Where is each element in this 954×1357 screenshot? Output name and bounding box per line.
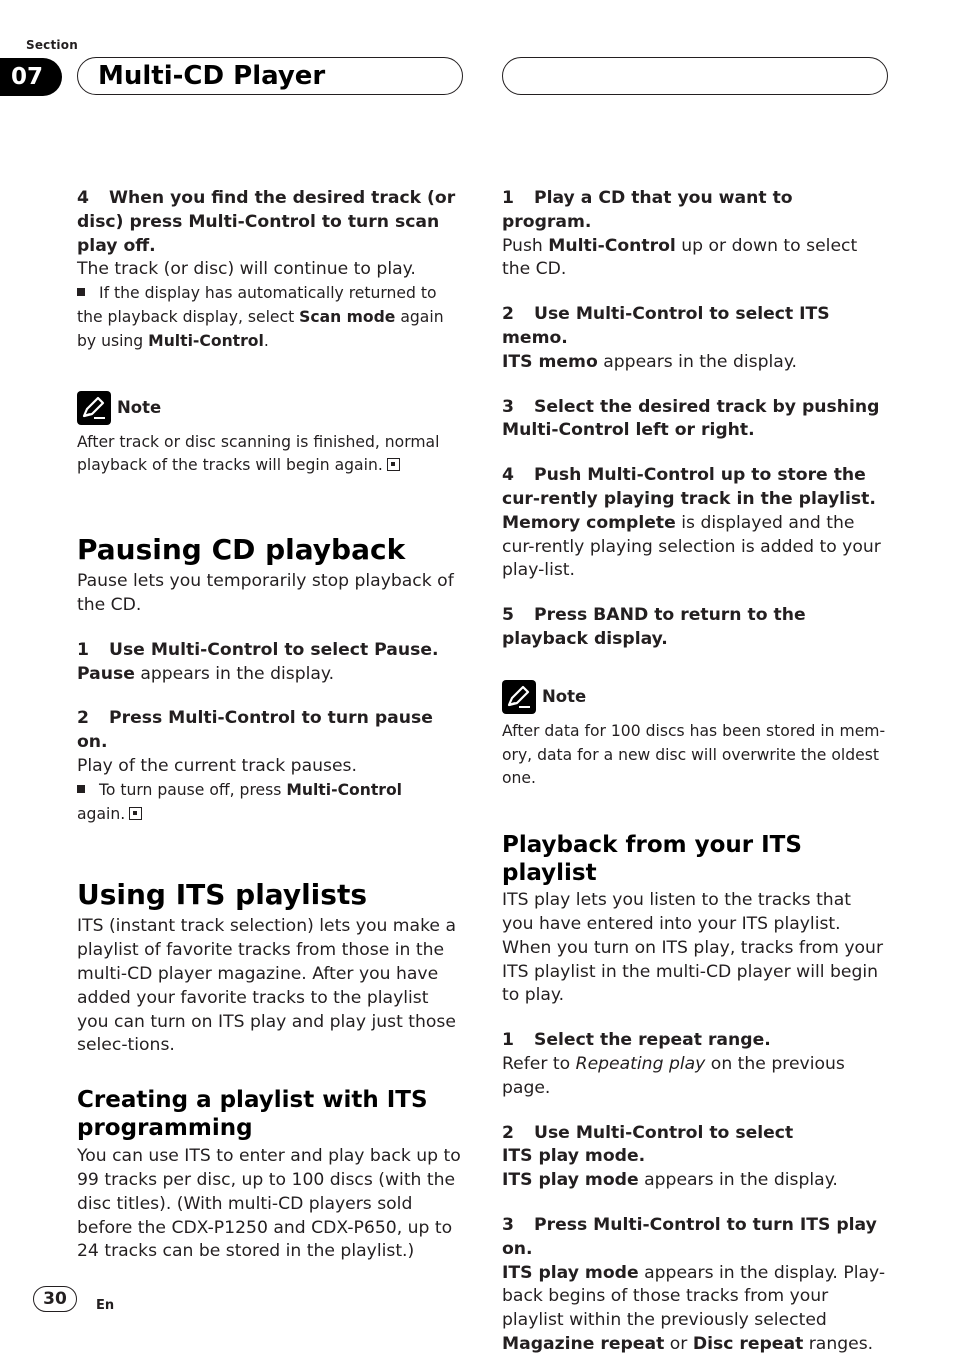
subsection-heading: Creating a playlist with ITS programming bbox=[77, 1087, 428, 1142]
bullet-item bbox=[77, 779, 462, 827]
step-heading bbox=[77, 707, 462, 755]
step-number: 2 bbox=[77, 708, 89, 729]
step-number: 4 bbox=[77, 188, 89, 208]
paragraph: You can use ITS to enter and play back up to 99 tracks per disc, up to 100 discs (with the disc titles). (With multi-CD players sold before the CDX-P1250 and CDX-P650, up to 24 tracks can be stored in the playlist.) bbox=[77, 1146, 461, 1262]
step-title: Press BAND to return to the playback display. bbox=[502, 605, 806, 649]
step-heading bbox=[77, 187, 462, 258]
step-heading bbox=[502, 1029, 887, 1053]
step-text-part: Push bbox=[502, 235, 549, 256]
bullet-text: To turn pause off, press bbox=[99, 780, 287, 799]
step-heading bbox=[502, 464, 887, 512]
step-title: Press Multi-Control to turn pause on. bbox=[77, 708, 433, 753]
step-text bbox=[502, 1169, 887, 1193]
step-text bbox=[502, 512, 887, 583]
step-title: Press Multi-Control to turn ITS play on. bbox=[502, 1214, 877, 1259]
step-number: 2 bbox=[502, 1122, 514, 1143]
section-label: Section bbox=[26, 38, 78, 52]
step-text-part: is displayed and the cur-rently playing selection is added to your play-list. bbox=[502, 512, 881, 581]
bullet-item bbox=[77, 282, 462, 353]
step-number: 1 bbox=[502, 1030, 514, 1051]
paragraph: ITS (instant track selection) lets you make a playlist of favorite tracks from those in the multi-CD player magazine. After you have added your favorite tracks to the playlist you can turn on ITS play and play just those selec-tions. bbox=[77, 916, 456, 1056]
section-heading: Using ITS playlists bbox=[77, 878, 367, 912]
step-text: The track (or disc) will continue to play. bbox=[77, 259, 416, 280]
step-title: Select the desired track by pushing Multi-Control left or right. bbox=[502, 396, 880, 441]
bullet-text: again by using bbox=[77, 307, 444, 350]
end-mark-icon bbox=[387, 458, 400, 471]
step-number: 3 bbox=[502, 1214, 514, 1235]
step-text-part: appears in the display. bbox=[134, 663, 335, 684]
subsection-heading: Playback from your ITS playlist bbox=[502, 832, 802, 887]
step-title: When you find the desired track (or disc) press Multi-Control to turn scan play off. bbox=[77, 188, 456, 256]
step-heading bbox=[502, 1214, 887, 1262]
step-number: 3 bbox=[502, 396, 514, 417]
step-title: Select the repeat range. bbox=[534, 1030, 771, 1051]
step-text bbox=[502, 351, 887, 375]
page-number: 30 bbox=[33, 1286, 77, 1312]
chapter-title: Multi-CD Player bbox=[98, 61, 326, 91]
step-text bbox=[502, 1262, 887, 1357]
step-text bbox=[77, 663, 462, 687]
step-text bbox=[502, 235, 887, 283]
bullet-bold: Multi-Control bbox=[286, 780, 403, 799]
note-text: After track or disc scanning is finished, normal playback of the tracks will begin again. bbox=[77, 432, 440, 475]
step-title: ITS play mode. bbox=[502, 1146, 646, 1167]
bullet-bold: Scan mode bbox=[299, 307, 396, 326]
bullet-text: . bbox=[263, 331, 269, 350]
bullet-text: If the display has automatically returned to the playback display, select bbox=[77, 284, 437, 326]
display-term: Pause bbox=[77, 663, 135, 684]
display-term: ITS memo bbox=[502, 351, 598, 372]
step-text-part: ranges. bbox=[803, 1333, 874, 1354]
step-heading bbox=[502, 604, 887, 652]
pencil-note-icon bbox=[502, 680, 536, 714]
step-text-part: appears in the display. Play-back begins of those tracks from your playlist within the previously selected bbox=[502, 1262, 886, 1331]
step-text-part: up or down to select the CD. bbox=[502, 235, 858, 280]
display-term: ITS play mode bbox=[502, 1170, 639, 1191]
step-text bbox=[502, 1053, 887, 1101]
step-number: 1 bbox=[502, 188, 514, 208]
display-term: Disc repeat bbox=[692, 1333, 804, 1354]
header-empty-frame bbox=[502, 57, 888, 95]
step-title: Push Multi-Control up to store the cur-rently playing track in the playlist. bbox=[502, 465, 876, 509]
note-header bbox=[502, 680, 887, 714]
step-text-part: appears in the display. bbox=[638, 1170, 838, 1191]
bullet-text: again. bbox=[77, 804, 126, 823]
note-text: After data for 100 discs has been stored in mem-ory, data for a new disc will overwrite the oldest one. bbox=[502, 721, 886, 788]
step-number: 2 bbox=[502, 304, 514, 325]
note-text-block bbox=[77, 431, 462, 479]
display-term: Multi-Control bbox=[548, 235, 676, 256]
step-heading bbox=[502, 1122, 887, 1170]
step-title: Use Multi-Control to select Pause. bbox=[109, 639, 439, 660]
step-text-part: or bbox=[664, 1333, 693, 1354]
step-text-part: on the previous page. bbox=[502, 1053, 845, 1098]
paragraph: ITS play lets you listen to the tracks that you have entered into your ITS playlist. When you turn on ITS play, tracks from your ITS playlist in the multi-CD player will begin to play. bbox=[502, 890, 884, 1006]
step-title: Use Multi-Control to select bbox=[534, 1122, 794, 1143]
section-heading: Pausing CD playback bbox=[77, 533, 406, 567]
display-term: Memory complete bbox=[502, 512, 676, 533]
note-label: Note bbox=[542, 686, 587, 706]
step-number: 5 bbox=[502, 605, 514, 626]
bullet-icon bbox=[77, 288, 85, 296]
cross-reference: Repeating play bbox=[575, 1053, 706, 1074]
step-text-part: appears in the display. bbox=[597, 351, 798, 372]
bullet-icon bbox=[77, 785, 85, 793]
section-number-badge: 07 bbox=[0, 58, 62, 96]
note-label: Note bbox=[117, 397, 162, 417]
language-label: En bbox=[96, 1298, 115, 1313]
right-column bbox=[502, 187, 887, 1357]
step-heading bbox=[502, 187, 887, 235]
step-title: Use Multi-Control to select ITS memo. bbox=[502, 304, 830, 348]
step-heading bbox=[502, 303, 887, 351]
step-heading bbox=[77, 639, 462, 663]
step-number: 1 bbox=[77, 639, 89, 660]
paragraph: Pause lets you temporarily stop playback of the CD. bbox=[77, 571, 454, 615]
left-column bbox=[77, 187, 462, 1264]
step-number: 4 bbox=[502, 465, 514, 486]
step-text-part: Refer to bbox=[502, 1053, 576, 1074]
step-heading bbox=[502, 396, 887, 444]
display-term: ITS play mode bbox=[502, 1262, 639, 1283]
note-header bbox=[77, 391, 462, 425]
step-title: Play a CD that you want to program. bbox=[502, 188, 793, 232]
pencil-note-icon bbox=[77, 391, 111, 425]
display-term: Magazine repeat bbox=[502, 1333, 665, 1354]
bullet-bold: Multi-Control bbox=[148, 331, 264, 350]
end-mark-icon bbox=[129, 807, 142, 820]
step-text: Play of the current track pauses. bbox=[77, 755, 357, 776]
